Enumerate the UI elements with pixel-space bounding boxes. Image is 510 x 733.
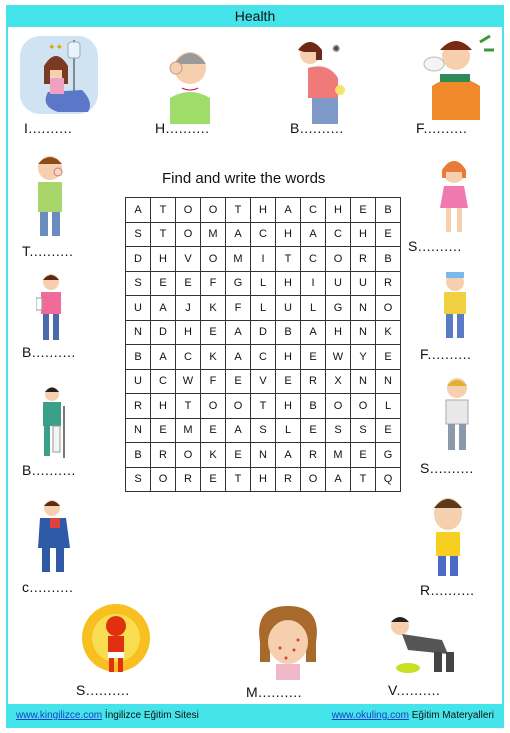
grid-cell[interactable]: E (201, 467, 226, 492)
runny-nose-boy-illustration (430, 494, 466, 580)
grid-cell[interactable]: A (151, 296, 176, 321)
grid-cell[interactable]: E (226, 443, 251, 468)
measles-label[interactable]: M.......... (246, 684, 303, 700)
grid-cell[interactable]: R (351, 247, 376, 272)
grid-row (126, 271, 401, 296)
grid-cell[interactable]: U (126, 296, 151, 321)
grid-cell[interactable]: G (376, 443, 401, 468)
grid-cell[interactable]: O (201, 247, 226, 272)
grid-cell[interactable]: E (276, 369, 301, 394)
headache-label[interactable]: H.......... (155, 120, 210, 136)
grid-cell[interactable]: O (176, 222, 201, 247)
grid-cell[interactable]: B (376, 198, 401, 223)
grid-cell[interactable]: B (301, 394, 326, 419)
grid-cell[interactable]: E (376, 222, 401, 247)
grid-cell[interactable]: V (176, 247, 201, 272)
grid-cell[interactable]: A (301, 222, 326, 247)
grid-cell[interactable]: N (351, 320, 376, 345)
grid-cell[interactable]: H (351, 222, 376, 247)
grid-cell[interactable]: U (276, 296, 301, 321)
grid-cell[interactable]: T (151, 222, 176, 247)
grid-cell[interactable]: R (176, 467, 201, 492)
grid-cell[interactable]: N (126, 418, 151, 443)
grid-cell[interactable]: L (301, 296, 326, 321)
headache-man-illustration (160, 38, 220, 124)
grid-cell[interactable]: L (251, 296, 276, 321)
grid-cell[interactable]: R (151, 443, 176, 468)
grid-cell[interactable]: E (351, 198, 376, 223)
grid-cell[interactable]: C (151, 369, 176, 394)
grid-cell[interactable]: M (176, 418, 201, 443)
grid-cell[interactable]: O (301, 467, 326, 492)
grid-cell[interactable]: B (276, 320, 301, 345)
grid-cell[interactable]: A (226, 418, 251, 443)
grid-cell[interactable]: T (151, 198, 176, 223)
grid-cell[interactable]: G (326, 296, 351, 321)
grid-row (126, 345, 401, 370)
grid-cell[interactable]: D (126, 247, 151, 272)
grid-cell[interactable]: N (126, 320, 151, 345)
flu-man-illustration (410, 30, 498, 120)
backache-woman-illustration (292, 38, 354, 124)
broken-leg-label[interactable]: B.......... (22, 462, 76, 478)
grid-cell[interactable]: W (176, 369, 201, 394)
grid-row (126, 222, 401, 247)
grid-cell[interactable]: H (276, 222, 301, 247)
grid-cell[interactable]: H (176, 320, 201, 345)
instruction-text: Find and write the words (162, 170, 326, 187)
grid-cell[interactable]: T (251, 394, 276, 419)
grid-cell[interactable]: Y (351, 345, 376, 370)
toothache-label[interactable]: T.......... (22, 243, 74, 259)
grid-cell[interactable]: O (351, 394, 376, 419)
sneeze-label[interactable]: S.......... (420, 460, 474, 476)
grid-cell[interactable]: H (151, 394, 176, 419)
grid-cell[interactable]: H (276, 271, 301, 296)
svg-text:✦✦: ✦✦ (48, 42, 64, 52)
footer-left-text: İngilizce Eğitim Sitesi (102, 710, 199, 721)
grid-cell[interactable]: C (301, 247, 326, 272)
footer-bar (6, 704, 504, 728)
broken-arm-boy-illustration (36, 272, 66, 344)
grid-cell[interactable]: S (126, 222, 151, 247)
grid-cell[interactable]: B (376, 247, 401, 272)
grid-cell[interactable]: E (151, 418, 176, 443)
grid-cell[interactable]: O (326, 394, 351, 419)
grid-cell[interactable]: M (226, 247, 251, 272)
broken-arm-label[interactable]: B.......... (22, 344, 76, 360)
grid-cell[interactable]: A (126, 198, 151, 223)
grid-cell[interactable]: A (151, 345, 176, 370)
grid-cell[interactable]: C (176, 345, 201, 370)
grid-row (126, 247, 401, 272)
grid-cell[interactable]: U (326, 271, 351, 296)
grid-cell[interactable]: A (226, 222, 251, 247)
grid-cell[interactable]: H (326, 198, 351, 223)
grid-cell[interactable]: N (376, 369, 401, 394)
grid-cell[interactable]: S (351, 418, 376, 443)
grid-cell[interactable]: C (251, 222, 276, 247)
grid-cell[interactable]: I (301, 271, 326, 296)
grid-cell[interactable]: O (201, 198, 226, 223)
grid-cell[interactable]: E (376, 418, 401, 443)
sunburn-boy-illustration (74, 598, 158, 680)
grid-cell[interactable]: O (176, 198, 201, 223)
runny-nose-label[interactable]: R.......... (420, 582, 475, 598)
grid-cell[interactable]: S (126, 271, 151, 296)
grid-cell[interactable]: E (176, 271, 201, 296)
grid-row (126, 198, 401, 223)
grid-cell[interactable]: W (326, 345, 351, 370)
grid-cell[interactable]: M (201, 222, 226, 247)
grid-cell[interactable]: O (201, 394, 226, 419)
measles-girl-illustration (254, 602, 322, 682)
grid-cell[interactable]: C (301, 198, 326, 223)
backache-label[interactable]: B.......... (290, 120, 344, 136)
grid-cell[interactable]: E (301, 418, 326, 443)
vomit-label[interactable]: V.......... (388, 682, 441, 698)
stomachache-label[interactable]: S.......... (408, 238, 462, 254)
grid-cell[interactable]: R (276, 467, 301, 492)
grid-cell[interactable]: C (251, 345, 276, 370)
grid-cell[interactable]: N (251, 443, 276, 468)
fever-boy-illustration (440, 270, 470, 342)
grid-row (126, 394, 401, 419)
grid-cell[interactable]: E (351, 443, 376, 468)
grid-cell[interactable]: A (226, 345, 251, 370)
grid-cell[interactable]: N (351, 369, 376, 394)
grid-cell[interactable]: S (326, 418, 351, 443)
footer-left (16, 704, 199, 728)
okuling-link[interactable]: www.okuling.com (331, 710, 409, 721)
grid-cell[interactable]: L (276, 418, 301, 443)
grid-cell[interactable]: V (251, 369, 276, 394)
word-search-grid (125, 197, 401, 492)
grid-cell[interactable]: M (326, 443, 351, 468)
grid-cell[interactable]: R (376, 271, 401, 296)
sunburn-label[interactable]: S.......... (76, 682, 130, 698)
grid-cell[interactable]: T (226, 467, 251, 492)
ill-label[interactable]: I.......... (24, 120, 73, 136)
grid-cell[interactable]: F (201, 271, 226, 296)
vomit-man-illustration (380, 612, 470, 676)
grid-cell[interactable]: D (151, 320, 176, 345)
footer-right (332, 704, 494, 728)
grid-cell[interactable]: R (301, 369, 326, 394)
grid-cell[interactable]: U (126, 369, 151, 394)
grid-cell[interactable]: O (226, 394, 251, 419)
grid-cell[interactable]: H (276, 394, 301, 419)
footer-right-text: Eğitim Materyalleri (408, 710, 494, 721)
grid-cell[interactable]: T (176, 394, 201, 419)
page-title: Health (6, 5, 504, 27)
grid-row (126, 320, 401, 345)
grid-cell[interactable]: O (376, 296, 401, 321)
grid-row (126, 467, 401, 492)
grid-cell[interactable]: E (201, 320, 226, 345)
grid-cell[interactable]: L (251, 271, 276, 296)
grid-cell[interactable]: O (326, 247, 351, 272)
grid-cell[interactable]: K (201, 443, 226, 468)
grid-cell[interactable]: H (251, 467, 276, 492)
grid-cell[interactable]: I (251, 247, 276, 272)
grid-row (126, 296, 401, 321)
grid-cell[interactable]: S (251, 418, 276, 443)
grid-cell[interactable]: B (126, 345, 151, 370)
grid-cell[interactable]: A (326, 467, 351, 492)
cough-man-illustration (30, 498, 78, 574)
grid-cell[interactable]: F (226, 296, 251, 321)
grid-cell[interactable]: H (276, 345, 301, 370)
grid-cell[interactable]: N (351, 296, 376, 321)
grid-cell[interactable]: O (151, 467, 176, 492)
grid-cell[interactable]: R (301, 443, 326, 468)
grid-cell[interactable]: K (376, 320, 401, 345)
cough-label[interactable]: c.......... (22, 579, 74, 595)
stomachache-girl-illustration (436, 158, 472, 236)
svg-text:✺: ✺ (332, 44, 341, 55)
flu-label[interactable]: F.......... (416, 120, 468, 136)
toothache-boy-illustration (30, 152, 70, 242)
grid-cell[interactable]: O (176, 443, 201, 468)
grid-cell[interactable]: K (201, 345, 226, 370)
sneeze-boy-illustration (442, 376, 472, 454)
grid-row (126, 443, 401, 468)
grid-cell[interactable]: E (151, 271, 176, 296)
kingilizce-link[interactable]: www.kingilizce.com (16, 710, 103, 721)
grid-cell[interactable]: E (226, 369, 251, 394)
grid-cell[interactable]: H (151, 247, 176, 272)
grid-cell[interactable]: H (251, 198, 276, 223)
grid-cell[interactable]: T (226, 198, 251, 223)
grid-cell[interactable]: U (351, 271, 376, 296)
grid-cell[interactable]: H (326, 320, 351, 345)
grid-cell[interactable]: L (376, 394, 401, 419)
fever-label[interactable]: F.......... (420, 346, 472, 362)
broken-leg-boy-illustration (38, 384, 68, 460)
grid-cell[interactable]: F (201, 369, 226, 394)
grid-cell[interactable]: G (226, 271, 251, 296)
grid-row (126, 418, 401, 443)
grid-cell[interactable]: A (276, 198, 301, 223)
grid-cell[interactable]: E (301, 345, 326, 370)
grid-cell[interactable]: A (226, 320, 251, 345)
grid-cell[interactable]: K (201, 296, 226, 321)
grid-cell[interactable]: C (326, 222, 351, 247)
grid-cell[interactable]: S (126, 467, 151, 492)
ill-girl-illustration (18, 32, 100, 118)
grid-cell[interactable]: A (276, 443, 301, 468)
grid-cell[interactable]: E (376, 345, 401, 370)
grid-cell[interactable]: R (126, 394, 151, 419)
grid-cell[interactable]: B (126, 443, 151, 468)
grid-cell[interactable]: Q (376, 467, 401, 492)
grid-cell[interactable]: D (251, 320, 276, 345)
grid-row (126, 369, 401, 394)
grid-cell[interactable]: T (351, 467, 376, 492)
grid-cell[interactable]: A (301, 320, 326, 345)
grid-cell[interactable]: T (276, 247, 301, 272)
grid-cell[interactable]: J (176, 296, 201, 321)
grid-cell[interactable]: X (326, 369, 351, 394)
grid-cell[interactable]: E (201, 418, 226, 443)
